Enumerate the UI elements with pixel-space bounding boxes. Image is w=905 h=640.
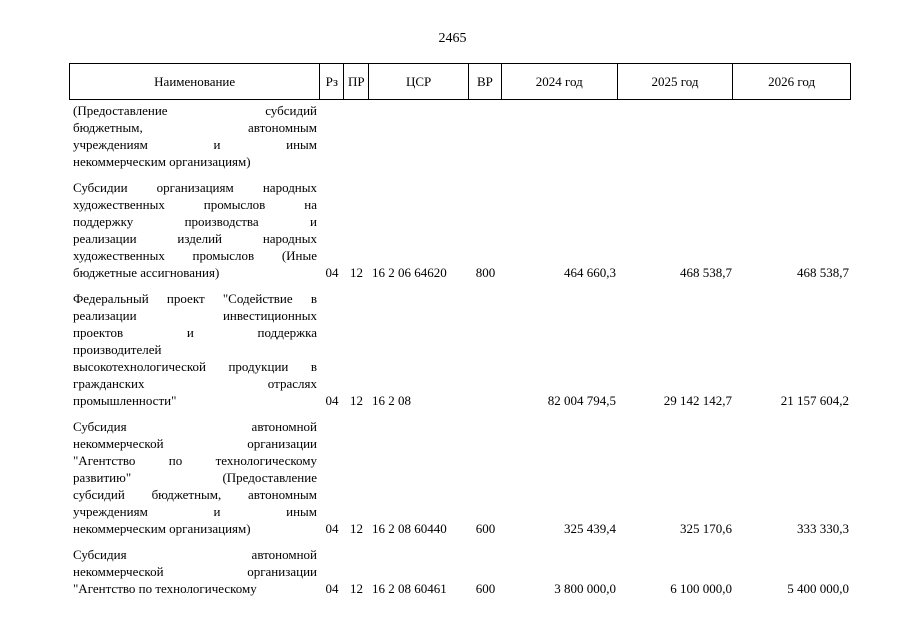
cell-2026: 333 330,3: [797, 521, 849, 536]
cell-2026: 21 157 604,2: [780, 393, 849, 408]
cell-vr: 600: [475, 581, 496, 596]
cell-pr: 12: [350, 581, 363, 596]
cell-2025: 325 170,6: [680, 521, 732, 536]
cell-rz: 04: [325, 265, 339, 280]
row-name: [69, 179, 320, 281]
cell-rz: 04: [325, 393, 339, 408]
header-vr: ВР: [469, 64, 502, 99]
header-2025: 2025 год: [618, 64, 734, 99]
row-name-line: промышленности": [73, 393, 177, 408]
cell-2024: 3 800 000,0: [554, 581, 616, 596]
row-name-line: Федеральный проект "Содействие в: [73, 291, 317, 306]
table-row: [69, 418, 851, 537]
table-row: [69, 290, 851, 409]
header-2026: 2026 год: [768, 73, 816, 89]
header-pr: ПР: [344, 64, 369, 99]
row-name-line: Субсидия автономной: [73, 547, 317, 562]
header-csr: ЦСР: [369, 64, 469, 99]
row-name-line: Субсидии организациям народных: [73, 180, 317, 195]
cell-2026: 5 400 000,0: [787, 581, 849, 596]
cell-pr: 12: [350, 393, 363, 408]
row-name: [69, 290, 320, 409]
row-name-line: (Предоставление субсидий: [73, 103, 317, 118]
row-name-line: Субсидия автономной: [73, 419, 317, 434]
row-name-line: высокотехнологической продукции в: [73, 359, 317, 374]
row-name-line: некоммерческим организациям): [73, 154, 251, 169]
row-name-line: бюджетным, автономным: [73, 120, 317, 135]
cell-2025: 6 100 000,0: [670, 581, 732, 596]
cell-2025: 468 538,7: [680, 265, 732, 280]
table-body: [69, 102, 851, 606]
row-name: [69, 546, 320, 597]
row-name-line: производителей: [73, 342, 162, 357]
row-name-line: реализации инвестиционных: [73, 308, 317, 323]
header-rz: Рз: [320, 64, 344, 99]
cell-csr: 16 2 08: [372, 393, 411, 408]
cell-pr: 12: [350, 521, 363, 536]
row-name-line: гражданских отраслях: [73, 376, 317, 391]
table-header: [69, 63, 851, 100]
row-name-line: "Агентство по технологическому: [73, 453, 317, 468]
cell-csr: 16 2 08 60440: [372, 521, 447, 536]
row-name-line: некоммерческим организациям): [73, 521, 251, 536]
cell-2024: 325 439,4: [564, 521, 616, 536]
row-name-line: субсидий бюджетным, автономным: [73, 487, 317, 502]
row-name: [69, 418, 320, 537]
cell-2026: 468 538,7: [797, 265, 849, 280]
cell-vr: 600: [475, 521, 496, 536]
table-row: [69, 179, 851, 281]
table-row: [69, 546, 851, 597]
cell-2024: 82 004 794,5: [547, 393, 616, 408]
cell-2025: 29 142 142,7: [663, 393, 732, 408]
row-name-line: художественных промыслов на: [73, 197, 317, 212]
row-name-line: учреждениям и иным: [73, 137, 317, 152]
cell-vr: 800: [475, 265, 496, 280]
table-row: [69, 102, 851, 170]
cell-csr: 16 2 08 60461: [372, 581, 447, 596]
cell-rz: 04: [325, 521, 339, 536]
cell-pr: 12: [350, 265, 363, 280]
row-name: [69, 102, 320, 170]
row-name-line: учреждениям и иным: [73, 504, 317, 519]
header-2024: 2024 год: [502, 64, 618, 99]
row-name-line: реализации изделий народных: [73, 231, 317, 246]
cell-rz: 04: [325, 581, 339, 596]
row-name-line: некоммерческой организации: [73, 564, 317, 579]
row-name-line: некоммерческой организации: [73, 436, 317, 451]
row-name-line: проектов и поддержка: [73, 325, 317, 340]
row-name-line: развитию" (Предоставление: [73, 470, 317, 485]
cell-2024: 464 660,3: [564, 265, 616, 280]
cell-csr: 16 2 06 64620: [372, 265, 447, 280]
row-name-line: "Агентство по технологическому: [73, 581, 257, 596]
row-name-line: художественных промыслов (Иные: [73, 248, 317, 263]
row-name-line: поддержку производства и: [73, 214, 317, 229]
page-number: 2465: [438, 31, 467, 46]
header-name: Наименование: [70, 64, 320, 99]
row-name-line: бюджетные ассигнования): [73, 265, 220, 280]
